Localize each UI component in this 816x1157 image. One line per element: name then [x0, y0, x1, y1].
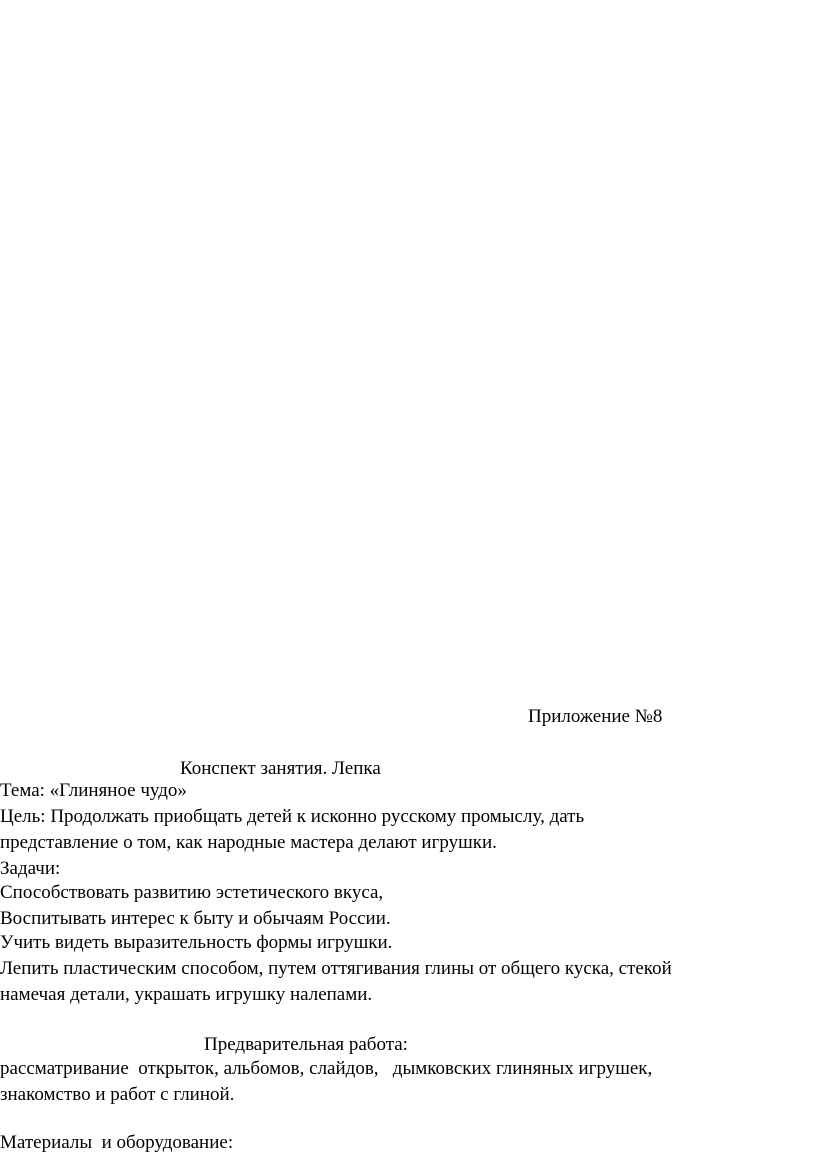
appendix-label: Приложение №8 [528, 706, 663, 727]
task-item-4-line-2: намечая детали, украшать игрушку налепами. [0, 984, 373, 1005]
goal-line-1: Цель: Продолжать приобщать детей к исконно русскому промыслу, дать [0, 806, 585, 827]
document-title: Конспект занятия. Лепка [180, 758, 381, 779]
preparation-line-2: знакомство и работ с глиной. [0, 1084, 235, 1105]
preparation-heading: Предварительная работа: [204, 1034, 408, 1055]
task-item-1: Способствовать развитию эстетического вкуса, [0, 882, 384, 903]
task-item-3: Учить видеть выразительность формы игрушки. [0, 932, 393, 953]
task-item-4-line-1: Лепить пластическим способом, путем оттягивания глины от общего куска, стекой [0, 958, 672, 979]
goal-line-2: представление о том, как народные мастера делают игрушки. [0, 832, 497, 853]
preparation-line-1: рассматривание открыток, альбомов, слайдов, дымковских глиняных игрушек, [0, 1058, 653, 1079]
topic-line: Тема: «Глиняное чудо» [0, 780, 187, 801]
task-item-2: Воспитывать интерес к быту и обычаям России. [0, 908, 391, 929]
materials-heading: Материалы и оборудование: [0, 1132, 234, 1153]
tasks-heading: Задачи: [0, 858, 61, 879]
